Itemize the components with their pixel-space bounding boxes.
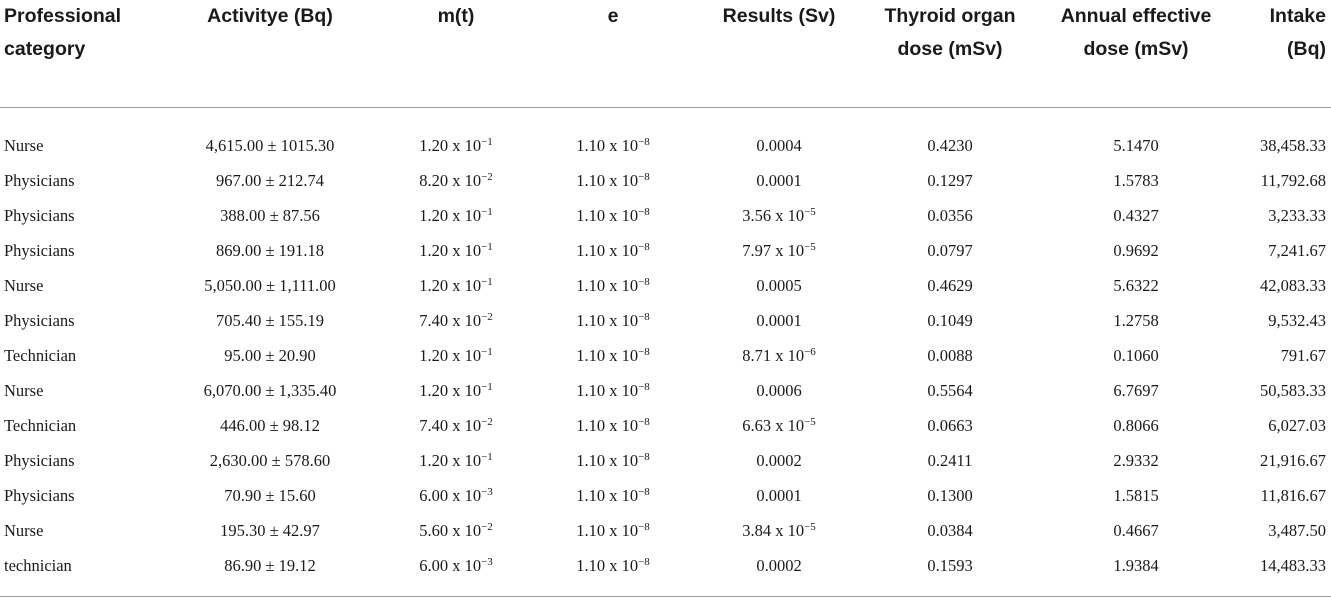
cell-results (694, 408, 864, 443)
cell-intake (1236, 408, 1331, 443)
intake-text: 7,241.67 (1268, 240, 1326, 260)
activity-text: 195.30 ± 42.97 (220, 520, 320, 540)
results-base-text: 6.63 x 10 (742, 415, 805, 435)
results-exponent: −5 (804, 240, 816, 253)
activity-text: 388.00 ± 87.56 (220, 205, 320, 225)
cell-mt (380, 198, 532, 233)
mt-exponent: −2 (481, 310, 493, 323)
results-base-text: 0.0001 (756, 485, 802, 505)
cell-annual-dose (1036, 408, 1236, 443)
mt-exponent: −1 (481, 450, 493, 463)
cell-intake (1236, 443, 1331, 478)
cell-results (694, 478, 864, 513)
results-base-text: 0.0002 (756, 555, 802, 575)
annual-dose-text: 1.5815 (1113, 485, 1159, 505)
cell-results (694, 443, 864, 478)
category-text: Nurse (4, 520, 44, 540)
table-row (0, 478, 1331, 513)
cell-annual-dose (1036, 548, 1236, 597)
mt-exponent: −2 (481, 415, 493, 428)
annual-dose-text: 0.9692 (1113, 240, 1159, 260)
mt-base-text: 1.20 x 10 (419, 450, 482, 470)
cell-intake (1236, 198, 1331, 233)
annual-dose-text: 0.4327 (1113, 205, 1159, 225)
results-base-text: 0.0005 (756, 275, 802, 295)
cell-results (694, 198, 864, 233)
cell-thyroid-dose (864, 408, 1036, 443)
e-exponent: −8 (638, 380, 650, 393)
cell-activity (160, 303, 380, 338)
mt-exponent: −1 (481, 345, 493, 358)
table-row (0, 513, 1331, 548)
e-exponent: −8 (638, 310, 650, 323)
intake-text: 11,792.68 (1260, 170, 1326, 190)
cell-thyroid-dose (864, 268, 1036, 303)
header-activity: Activitye (Bq) (207, 5, 333, 27)
results-base-text: 7.97 x 10 (742, 240, 805, 260)
table-row (0, 373, 1331, 408)
cell-intake (1236, 373, 1331, 408)
e-base-text: 1.10 x 10 (576, 275, 639, 295)
e-exponent: −8 (638, 555, 650, 568)
cell-category (0, 268, 160, 303)
category-text: Technician (4, 415, 77, 435)
category-text: Physicians (4, 205, 75, 225)
cell-thyroid-dose (864, 338, 1036, 373)
mt-base-text: 1.20 x 10 (419, 240, 482, 260)
thyroid-dose-text: 0.1049 (927, 310, 973, 330)
cell-e (532, 478, 694, 513)
e-base-text: 1.10 x 10 (576, 415, 639, 435)
results-base-text: 3.56 x 10 (742, 205, 805, 225)
cell-thyroid-dose (864, 198, 1036, 233)
thyroid-dose-text: 0.1593 (927, 555, 973, 575)
activity-text: 95.00 ± 20.90 (224, 345, 316, 365)
cell-mt (380, 268, 532, 303)
annual-dose-text: 1.5783 (1113, 170, 1159, 190)
cell-thyroid-dose (864, 373, 1036, 408)
intake-text: 21,916.67 (1260, 450, 1326, 470)
intake-text: 50,583.33 (1260, 380, 1326, 400)
mt-base-text: 7.40 x 10 (419, 415, 482, 435)
cell-mt (380, 233, 532, 268)
mt-base-text: 8.20 x 10 (419, 170, 482, 190)
intake-text: 9,532.43 (1268, 310, 1326, 330)
cell-e (532, 513, 694, 548)
annual-dose-text: 0.4667 (1113, 520, 1159, 540)
category-text: Nurse (4, 275, 44, 295)
annual-dose-text: 5.6322 (1113, 275, 1159, 295)
activity-text: 70.90 ± 15.60 (224, 485, 316, 505)
e-base-text: 1.10 x 10 (576, 450, 639, 470)
cell-intake (1236, 268, 1331, 303)
cell-annual-dose (1036, 268, 1236, 303)
category-text: Technician (4, 345, 77, 365)
results-base-text: 3.84 x 10 (742, 520, 805, 540)
cell-category (0, 408, 160, 443)
intake-text: 3,487.50 (1268, 520, 1326, 540)
mt-base-text: 1.20 x 10 (419, 345, 482, 365)
header-row (0, 0, 1331, 108)
mt-exponent: −2 (481, 170, 493, 183)
results-base-text: 0.0002 (756, 450, 802, 470)
e-base-text: 1.10 x 10 (576, 240, 639, 260)
table-row (0, 338, 1331, 373)
category-text: Nurse (4, 135, 44, 155)
header-e: e (607, 5, 619, 27)
cell-mt (380, 513, 532, 548)
table-row (0, 163, 1331, 198)
header-professional-category: Professional category (4, 5, 122, 60)
cell-e (532, 198, 694, 233)
cell-results (694, 513, 864, 548)
e-exponent: −8 (638, 415, 650, 428)
mt-base-text: 1.20 x 10 (419, 275, 482, 295)
cell-e (532, 548, 694, 597)
cell-annual-dose (1036, 443, 1236, 478)
cell-annual-dose (1036, 163, 1236, 198)
header-thyroid-dose: Thyroid organ dose (mSv) (884, 5, 1016, 60)
cell-activity (160, 338, 380, 373)
thyroid-dose-text: 0.2411 (927, 450, 973, 470)
cell-thyroid-dose (864, 233, 1036, 268)
cell-intake (1236, 108, 1331, 164)
category-text: Physicians (4, 310, 75, 330)
thyroid-dose-text: 0.0384 (927, 520, 973, 540)
cell-mt (380, 163, 532, 198)
e-exponent: −8 (638, 170, 650, 183)
cell-mt (380, 443, 532, 478)
annual-dose-text: 5.1470 (1113, 135, 1159, 155)
header-mt: m(t) (437, 5, 475, 27)
table-row (0, 233, 1331, 268)
results-base-text: 0.0004 (756, 135, 802, 155)
mt-exponent: −3 (481, 555, 493, 568)
cell-e (532, 268, 694, 303)
mt-base-text: 1.20 x 10 (419, 380, 482, 400)
mt-base-text: 6.00 x 10 (419, 555, 482, 575)
results-exponent: −6 (804, 345, 816, 358)
e-exponent: −8 (638, 240, 650, 253)
category-text: Physicians (4, 485, 75, 505)
cell-results (694, 303, 864, 338)
cell-e (532, 408, 694, 443)
e-exponent: −8 (638, 345, 650, 358)
activity-text: 6,070.00 ± 1,335.40 (203, 380, 337, 400)
mt-exponent: −2 (481, 520, 493, 533)
header-intake: Intake (Bq) (1269, 5, 1326, 60)
cell-e (532, 303, 694, 338)
intake-text: 11,816.67 (1260, 485, 1326, 505)
cell-results (694, 268, 864, 303)
cell-e (532, 443, 694, 478)
cell-annual-dose (1036, 338, 1236, 373)
cell-e (532, 163, 694, 198)
cell-activity (160, 548, 380, 597)
results-exponent: −5 (804, 205, 816, 218)
cell-mt (380, 478, 532, 513)
cell-intake (1236, 233, 1331, 268)
annual-dose-text: 0.8066 (1113, 415, 1159, 435)
cell-thyroid-dose (864, 163, 1036, 198)
thyroid-dose-text: 0.1297 (927, 170, 973, 190)
results-base-text: 0.0001 (756, 170, 802, 190)
activity-text: 446.00 ± 98.12 (220, 415, 320, 435)
mt-base-text: 7.40 x 10 (419, 310, 482, 330)
mt-exponent: −1 (481, 240, 493, 253)
category-text: Physicians (4, 240, 75, 260)
cell-thyroid-dose (864, 303, 1036, 338)
table-row (0, 443, 1331, 478)
cell-thyroid-dose (864, 443, 1036, 478)
e-exponent: −8 (638, 275, 650, 288)
e-base-text: 1.10 x 10 (576, 485, 639, 505)
category-text: Nurse (4, 380, 44, 400)
cell-thyroid-dose (864, 478, 1036, 513)
thyroid-dose-text: 0.0356 (927, 205, 973, 225)
mt-exponent: −3 (481, 485, 493, 498)
e-base-text: 1.10 x 10 (576, 345, 639, 365)
cell-results (694, 233, 864, 268)
e-exponent: −8 (638, 485, 650, 498)
cell-mt (380, 338, 532, 373)
e-base-text: 1.10 x 10 (576, 135, 639, 155)
annual-dose-text: 1.2758 (1113, 310, 1159, 330)
cell-annual-dose (1036, 233, 1236, 268)
cell-category (0, 478, 160, 513)
activity-text: 86.90 ± 19.12 (224, 555, 316, 575)
cell-e (532, 338, 694, 373)
table-row (0, 198, 1331, 233)
header-results: Results (Sv) (722, 5, 836, 27)
results-base-text: 8.71 x 10 (742, 345, 805, 365)
activity-text: 5,050.00 ± 1,111.00 (204, 275, 336, 295)
thyroid-dose-text: 0.0797 (927, 240, 973, 260)
cell-annual-dose (1036, 478, 1236, 513)
thyroid-dose-text: 0.0663 (927, 415, 973, 435)
cell-category (0, 198, 160, 233)
mt-exponent: −1 (481, 135, 493, 148)
mt-exponent: −1 (481, 380, 493, 393)
cell-activity (160, 373, 380, 408)
category-text: technician (4, 555, 72, 575)
thyroid-dose-text: 0.0088 (927, 345, 973, 365)
cell-mt (380, 548, 532, 597)
cell-annual-dose (1036, 108, 1236, 164)
cell-category (0, 548, 160, 597)
cell-thyroid-dose (864, 108, 1036, 164)
cell-intake (1236, 303, 1331, 338)
intake-text: 6,027.03 (1268, 415, 1326, 435)
cell-category (0, 443, 160, 478)
table-row (0, 268, 1331, 303)
e-base-text: 1.10 x 10 (576, 380, 639, 400)
cell-intake (1236, 338, 1331, 373)
category-text: Physicians (4, 170, 75, 190)
thyroid-dose-text: 0.1300 (927, 485, 973, 505)
category-text: Physicians (4, 450, 75, 470)
cell-results (694, 338, 864, 373)
table-body (0, 108, 1331, 597)
mt-base-text: 1.20 x 10 (419, 205, 482, 225)
cell-mt (380, 373, 532, 408)
cell-mt (380, 303, 532, 338)
mt-exponent: −1 (481, 275, 493, 288)
results-exponent: −5 (804, 520, 816, 533)
e-exponent: −8 (638, 450, 650, 463)
intake-text: 3,233.33 (1268, 205, 1326, 225)
mt-base-text: 5.60 x 10 (419, 520, 482, 540)
annual-dose-text: 0.1060 (1113, 345, 1159, 365)
cell-annual-dose (1036, 513, 1236, 548)
activity-text: 869.00 ± 191.18 (215, 240, 325, 260)
cell-category (0, 108, 160, 164)
table-row (0, 408, 1331, 443)
cell-activity (160, 513, 380, 548)
thyroid-dose-text: 0.5564 (927, 380, 973, 400)
cell-category (0, 338, 160, 373)
cell-annual-dose (1036, 303, 1236, 338)
header-annual-dose: Annual effective dose (mSv) (1060, 5, 1212, 60)
cell-category (0, 373, 160, 408)
mt-base-text: 1.20 x 10 (419, 135, 482, 155)
e-base-text: 1.10 x 10 (576, 555, 639, 575)
activity-text: 2,630.00 ± 578.60 (209, 450, 331, 470)
e-base-text: 1.10 x 10 (576, 205, 639, 225)
cell-intake (1236, 163, 1331, 198)
cell-category (0, 163, 160, 198)
cell-e (532, 108, 694, 164)
intake-text: 38,458.33 (1260, 135, 1326, 155)
mt-base-text: 6.00 x 10 (419, 485, 482, 505)
cell-activity (160, 108, 380, 164)
annual-dose-text: 1.9384 (1113, 555, 1159, 575)
cell-activity (160, 198, 380, 233)
annual-dose-text: 2.9332 (1113, 450, 1159, 470)
intake-text: 42,083.33 (1260, 275, 1326, 295)
cell-results (694, 548, 864, 597)
activity-text: 967.00 ± 212.74 (215, 170, 325, 190)
cell-results (694, 108, 864, 164)
cell-annual-dose (1036, 373, 1236, 408)
thyroid-dose-text: 0.4230 (927, 135, 973, 155)
intake-text: 14,483.33 (1260, 555, 1326, 575)
activity-text: 4,615.00 ± 1015.30 (205, 135, 335, 155)
cell-results (694, 373, 864, 408)
cell-results (694, 163, 864, 198)
table-row (0, 548, 1331, 597)
cell-category (0, 233, 160, 268)
cell-activity (160, 268, 380, 303)
annual-dose-text: 6.7697 (1113, 380, 1159, 400)
table-row (0, 108, 1331, 164)
cell-intake (1236, 478, 1331, 513)
cell-annual-dose (1036, 198, 1236, 233)
mt-exponent: −1 (481, 205, 493, 218)
cell-category (0, 303, 160, 338)
table-header (0, 0, 1331, 108)
results-exponent: −5 (804, 415, 816, 428)
cell-thyroid-dose (864, 513, 1036, 548)
cell-intake (1236, 513, 1331, 548)
cell-intake (1236, 548, 1331, 597)
cell-mt (380, 108, 532, 164)
cell-mt (380, 408, 532, 443)
e-base-text: 1.10 x 10 (576, 170, 639, 190)
cell-activity (160, 163, 380, 198)
e-base-text: 1.10 x 10 (576, 310, 639, 330)
intake-text: 791.67 (1280, 345, 1326, 365)
cell-category (0, 513, 160, 548)
cell-e (532, 373, 694, 408)
cell-activity (160, 233, 380, 268)
cell-activity (160, 408, 380, 443)
cell-activity (160, 478, 380, 513)
e-exponent: −8 (638, 520, 650, 533)
e-base-text: 1.10 x 10 (576, 520, 639, 540)
e-exponent: −8 (638, 135, 650, 148)
results-base-text: 0.0006 (756, 380, 802, 400)
cell-thyroid-dose (864, 548, 1036, 597)
cell-e (532, 233, 694, 268)
e-exponent: −8 (638, 205, 650, 218)
thyroid-dose-text: 0.4629 (927, 275, 973, 295)
cell-activity (160, 443, 380, 478)
results-base-text: 0.0001 (756, 310, 802, 330)
table-row (0, 303, 1331, 338)
activity-text: 705.40 ± 155.19 (215, 310, 325, 330)
